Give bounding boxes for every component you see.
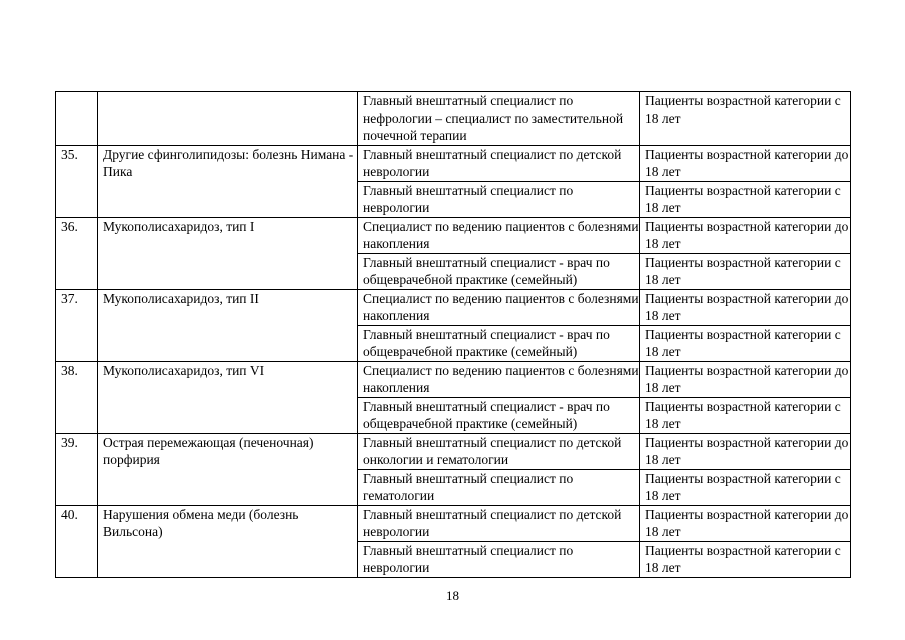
specialist-cell: Главный внештатный специалист по неврологии bbox=[358, 541, 640, 577]
table-row bbox=[56, 361, 851, 397]
patient-category-cell: Пациенты возрастной категории до 18 лет bbox=[640, 505, 851, 541]
specialist-cell: Специалист по ведению пациентов с болезнями накопления bbox=[358, 361, 640, 397]
patient-category-cell: Пациенты возрастной категории до 18 лет bbox=[640, 145, 851, 181]
row-number-cell bbox=[56, 92, 98, 146]
patient-category-cell: Пациенты возрастной категории с 18 лет bbox=[640, 325, 851, 361]
patient-category-cell: Пациенты возрастной категории с 18 лет bbox=[640, 397, 851, 433]
specialist-cell: Главный внештатный специалист по детской онкологии и гематологии bbox=[358, 433, 640, 469]
row-number-cell: 39. bbox=[56, 433, 98, 505]
patient-category-cell: Пациенты возрастной категории с 18 лет bbox=[640, 92, 851, 146]
patient-category-cell: Пациенты возрастной категории до 18 лет bbox=[640, 433, 851, 469]
table-row bbox=[56, 505, 851, 541]
disease-cell: Мукополисахаридоз, тип I bbox=[98, 217, 358, 289]
specialist-cell: Главный внештатный специалист - врач по общеврачебной практике (семейный) bbox=[358, 397, 640, 433]
row-number-cell: 38. bbox=[56, 361, 98, 433]
specialists-table bbox=[55, 91, 851, 578]
disease-cell: Мукополисахаридоз, тип II bbox=[98, 289, 358, 361]
specialist-cell: Главный внештатный специалист по неврологии bbox=[358, 181, 640, 217]
specialist-cell: Главный внештатный специалист - врач по общеврачебной практике (семейный) bbox=[358, 325, 640, 361]
disease-cell: Острая перемежающая (печеночная) порфирия bbox=[98, 433, 358, 505]
patient-category-cell: Пациенты возрастной категории до 18 лет bbox=[640, 289, 851, 325]
row-number-cell: 37. bbox=[56, 289, 98, 361]
patient-category-cell: Пациенты возрастной категории с 18 лет bbox=[640, 181, 851, 217]
disease-cell: Другие сфинголипидозы: болезнь Нимана - Пика bbox=[98, 145, 358, 217]
disease-cell: Мукополисахаридоз, тип VI bbox=[98, 361, 358, 433]
row-number-cell: 35. bbox=[56, 145, 98, 217]
specialist-cell: Главный внештатный специалист по нефрологии – специалист по заместительной почечной терапии bbox=[358, 92, 640, 146]
specialist-cell: Главный внештатный специалист по детской неврологии bbox=[358, 145, 640, 181]
table-row bbox=[56, 289, 851, 325]
table-row bbox=[56, 92, 851, 146]
disease-cell bbox=[98, 92, 358, 146]
row-number-cell: 40. bbox=[56, 505, 98, 577]
patient-category-cell: Пациенты возрастной категории с 18 лет bbox=[640, 541, 851, 577]
table-row bbox=[56, 145, 851, 181]
row-number-cell: 36. bbox=[56, 217, 98, 289]
specialist-cell: Главный внештатный специалист по гематологии bbox=[358, 469, 640, 505]
table-row bbox=[56, 433, 851, 469]
patient-category-cell: Пациенты возрастной категории с 18 лет bbox=[640, 253, 851, 289]
table-body bbox=[56, 92, 851, 578]
specialist-cell: Главный внештатный специалист по детской неврологии bbox=[358, 505, 640, 541]
specialist-cell: Главный внештатный специалист - врач по общеврачебной практике (семейный) bbox=[358, 253, 640, 289]
patient-category-cell: Пациенты возрастной категории с 18 лет bbox=[640, 469, 851, 505]
table-row bbox=[56, 217, 851, 253]
specialist-cell: Специалист по ведению пациентов с болезнями накопления bbox=[358, 217, 640, 253]
disease-cell: Нарушения обмена меди (болезнь Вильсона) bbox=[98, 505, 358, 577]
specialist-cell: Специалист по ведению пациентов с болезнями накопления bbox=[358, 289, 640, 325]
patient-category-cell: Пациенты возрастной категории до 18 лет bbox=[640, 361, 851, 397]
page-number: 18 bbox=[446, 588, 459, 603]
patient-category-cell: Пациенты возрастной категории до 18 лет bbox=[640, 217, 851, 253]
